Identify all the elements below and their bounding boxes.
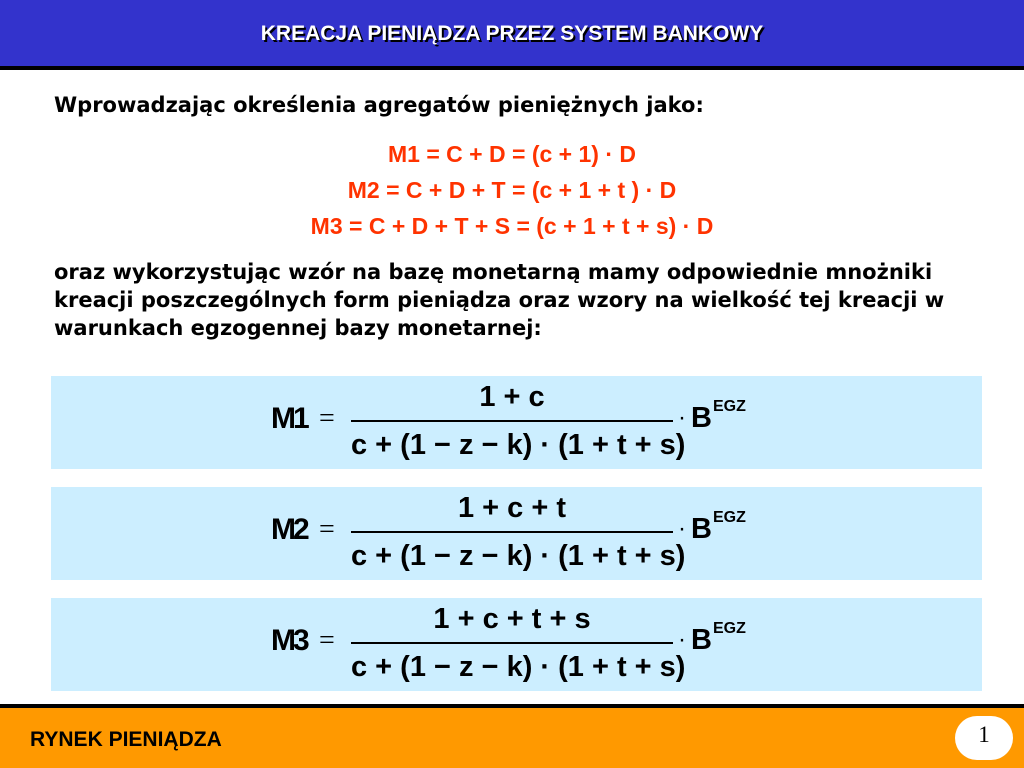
page-number: 1 [978,722,990,747]
monetary-base-superscript: EGZ [713,509,746,526]
formula-numerator: 1 + c + t [457,492,566,524]
equals-sign: = [319,514,335,545]
formula-lhs: M3 [271,624,307,657]
formula-m2 [51,487,982,580]
equals-sign: = [319,403,335,434]
equals-sign: = [319,625,335,656]
fraction-bar [351,420,673,422]
formula-numerator: 1 + c + t + s [433,603,591,635]
monetary-base-superscript: EGZ [713,398,746,415]
definition-m3: M3 = C + D + T + S = (c + 1 + t + s) · D [310,213,714,239]
formula-denominator: c + (1 − z − k) · (1 + t + s) [351,651,686,683]
formula-m3 [51,598,982,691]
formula-denominator: c + (1 − z − k) · (1 + t + s) [351,540,686,572]
formula-m1 [51,376,982,469]
multiply-dot: · [678,626,686,653]
monetary-base-symbol: B [691,402,712,434]
fraction-bar [351,531,673,533]
definition-m1: M1 = C + D = (c + 1) · D [388,141,636,167]
footer-title: RYNEK PIENIĄDZA [30,728,222,751]
page-number-badge [955,716,1013,760]
monetary-base-symbol: B [691,513,712,545]
multiply-dot: · [678,515,686,542]
formula-lhs: M1 [271,402,307,435]
monetary-base-superscript: EGZ [713,620,746,637]
formula-denominator: c + (1 − z − k) · (1 + t + s) [351,429,686,461]
multiply-dot: · [678,404,686,431]
formula-box-m3 [51,598,982,691]
slide-title: KREACJA PIENIĄDZA PRZEZ SYSTEM BANKOWY [260,22,764,45]
monetary-base-symbol: B [691,624,712,656]
formula-box-m1 [51,376,982,469]
formula-box-m2 [51,487,982,580]
intro-text: Wprowadzając określenia agregatów pieniężnych jako: [54,93,704,117]
description-paragraph: oraz wykorzystując wzór na bazę monetarną mamy odpowiednie mnożniki kreacji poszczególnych form pieniądza oraz wzory na wielkość tej kreacji w warunkach egzogennej bazy monetarnej: [54,260,945,340]
fraction-bar [351,642,673,644]
formula-numerator: 1 + c [479,381,545,413]
header-divider [0,66,1024,70]
formula-lhs: M2 [271,513,307,546]
definition-m2: M2 = C + D + T = (c + 1 + t ) · D [347,177,677,203]
